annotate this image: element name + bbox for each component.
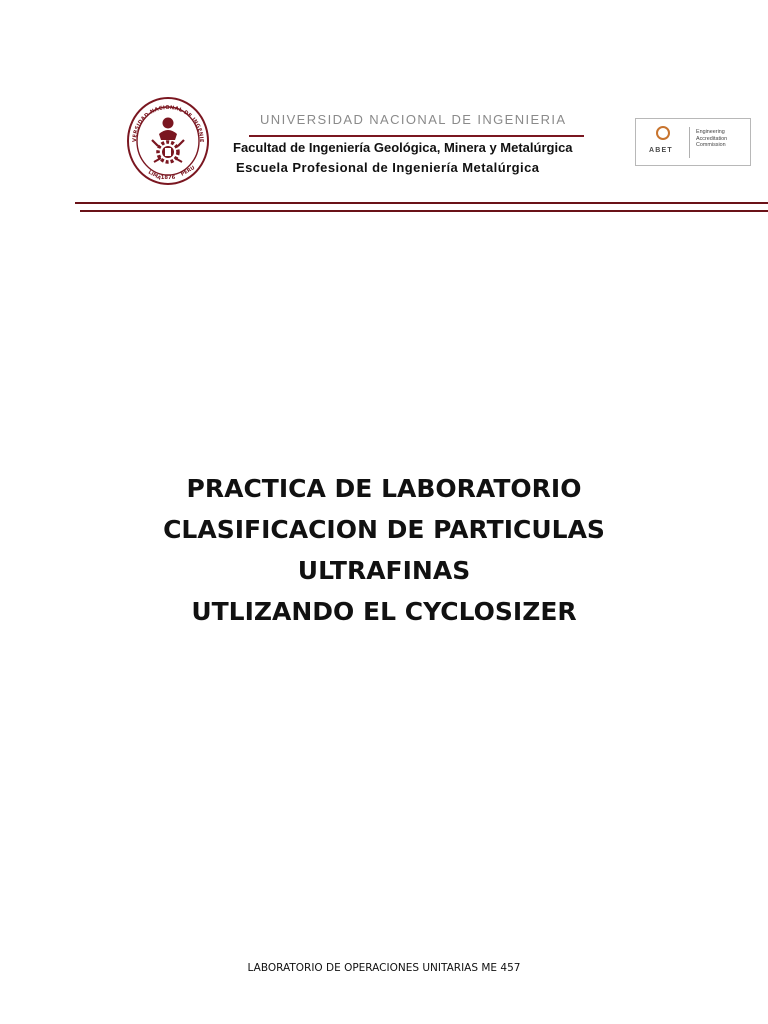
abet-ring-icon (656, 126, 670, 140)
header-divider-bottom (80, 210, 768, 212)
course-label: LABORATORIO DE OPERACIONES UNITARIAS ME 457 (247, 962, 521, 974)
title-line: ULTRAFINAS (297, 556, 471, 585)
document-title (0, 468, 768, 632)
school-name: Escuela Profesional de Ingeniería Metalúrgica (236, 160, 540, 175)
university-underline (249, 135, 584, 137)
title-line: CLASIFICACION DE PARTICULAS (163, 515, 605, 544)
university-name: UNIVERSIDAD NACIONAL DE INGENIERIA (260, 112, 567, 127)
abet-line: Accreditation (696, 135, 728, 142)
faculty-name: Facultad de Ingeniería Geológica, Minera y Metalúrgica (233, 140, 573, 155)
seal-lima-text: LIMA (147, 169, 163, 182)
abet-line: Engineering (696, 129, 725, 135)
seal-peru-text: PERU (180, 165, 196, 178)
abet-commission-text (696, 129, 727, 149)
abet-line: Commission (696, 142, 726, 149)
abet-accreditation-logo (635, 118, 751, 166)
title-line: PRACTICA DE LABORATORIO (186, 474, 582, 503)
header-divider-top (75, 202, 768, 204)
seal-graphic (126, 96, 210, 186)
seal-year-text: 1876 (160, 175, 176, 181)
title-line: UTLIZANDO EL CYCLOSIZER (191, 597, 577, 626)
abet-word: ABET (649, 147, 673, 154)
abet-divider (689, 127, 690, 158)
seal-top-text: VERSIDAD NACIONAL DE INGENIE (131, 104, 205, 143)
university-seal-logo (126, 96, 210, 186)
